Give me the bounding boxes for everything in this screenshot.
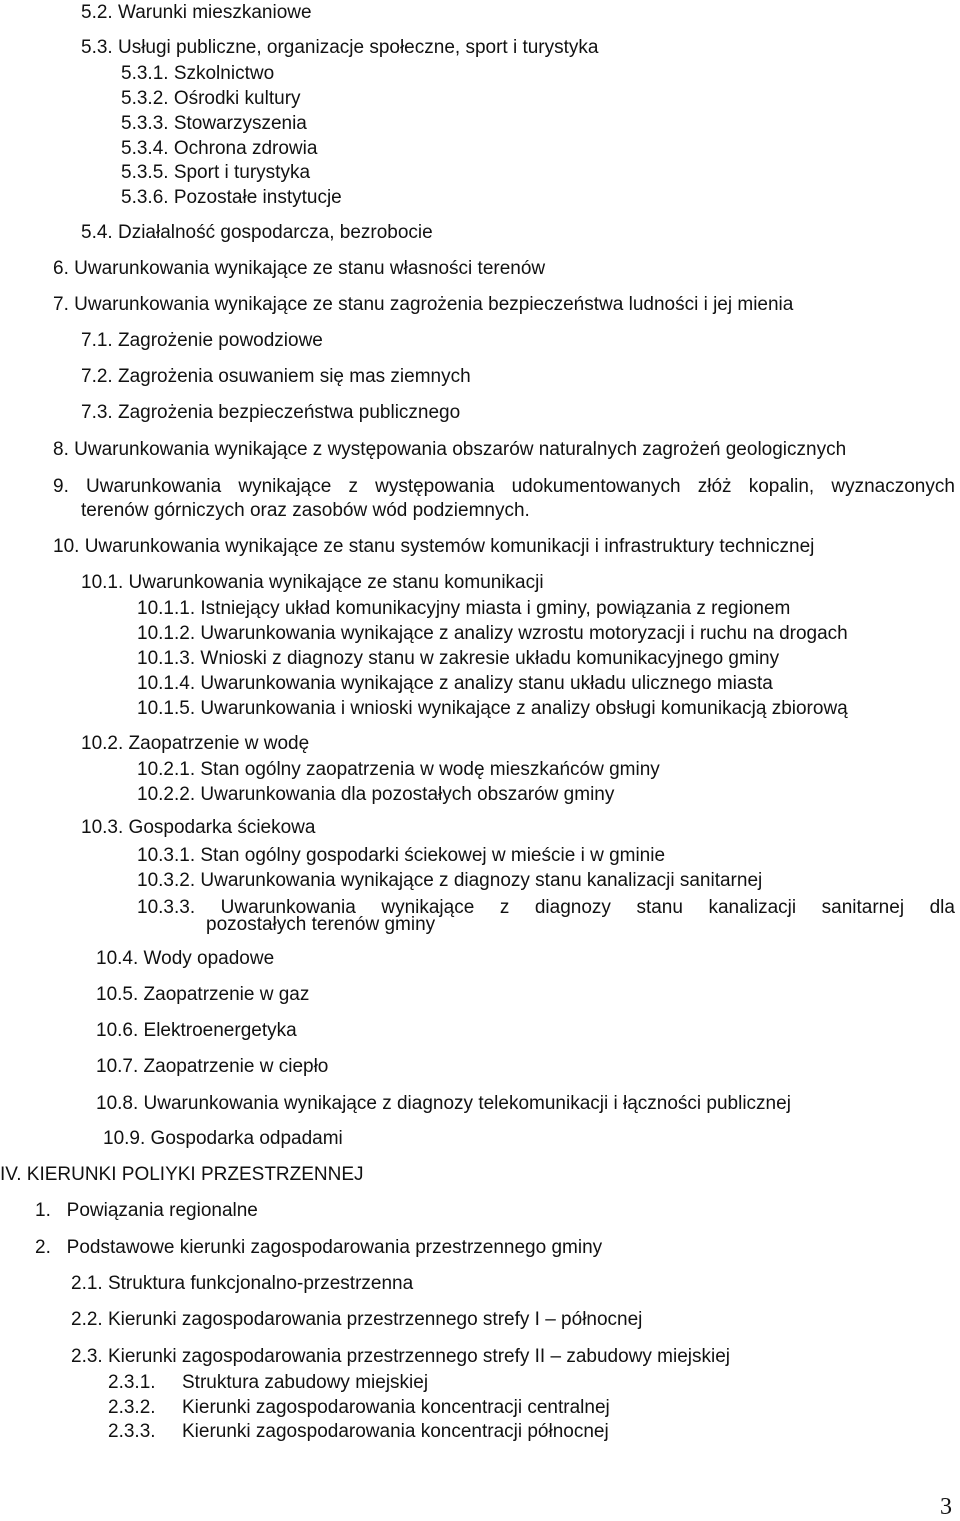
- toc-entry: 10.3.1. Stan ogólny gospodarki ściekowej w mieście i w gminie: [137, 845, 666, 866]
- toc-entry-title: Kierunki zagospodarowania koncentracji północnej: [182, 1421, 609, 1442]
- toc-entry: 10.1.3. Wnioski z diagnozy stanu w zakresie układu komunikacyjnego gminy: [137, 648, 780, 669]
- toc-entry: 5.3.5. Sport i turystyka: [121, 162, 311, 183]
- toc-entry: 7.2. Zagrożenia osuwaniem się mas ziemnych: [81, 366, 471, 387]
- toc-entry: 7.1. Zagrożenie powodziowe: [81, 330, 323, 351]
- toc-entry: 5.3.6. Pozostałe instytucje: [121, 187, 342, 208]
- toc-entry-title: Struktura zabudowy miejskiej: [182, 1372, 429, 1393]
- toc-entry: 10.1.2. Uwarunkowania wynikające z analizy wzrostu motoryzacji i ruchu na drogach: [137, 623, 848, 644]
- toc-entry-number: 2.3.1.: [108, 1372, 156, 1393]
- toc-entry: 5.3. Usługi publiczne, organizacje społeczne, sport i turystyka: [81, 37, 599, 58]
- toc-entry-continuation: pozostałych terenów gminy: [206, 914, 436, 935]
- toc-entry: 5.4. Działalność gospodarcza, bezrobocie: [81, 222, 433, 243]
- toc-entry: 5.3.1. Szkolnictwo: [121, 63, 275, 84]
- section-heading: IV. KIERUNKI POLIYKI PRZESTRZENNEJ: [0, 1164, 364, 1185]
- toc-entry-title: Kierunki zagospodarowania koncentracji centralnej: [182, 1397, 610, 1418]
- toc-entry: [108, 1397, 610, 1419]
- toc-entry: 10.1.5. Uwarunkowania i wnioski wynikające z analizy obsługi komunikacją zbiorową: [137, 698, 848, 719]
- toc-entry: 10.8. Uwarunkowania wynikające z diagnozy telekomunikacji i łączności publicznej: [96, 1093, 791, 1114]
- toc-entry: 10.6. Elektroenergetyka: [96, 1020, 297, 1041]
- toc-entry: 10.4. Wody opadowe: [96, 948, 275, 969]
- toc-entry: 10.5. Zaopatrzenie w gaz: [96, 984, 310, 1005]
- toc-entry: 10. Uwarunkowania wynikające ze stanu systemów komunikacji i infrastruktury technicznej: [53, 536, 815, 557]
- toc-entry: 5.3.2. Ośrodki kultury: [121, 88, 301, 109]
- toc-entry: 6. Uwarunkowania wynikające ze stanu własności terenów: [53, 258, 546, 279]
- toc-entry: 7.3. Zagrożenia bezpieczeństwa publicznego: [81, 402, 461, 423]
- toc-entry: 10.1. Uwarunkowania wynikające ze stanu komunikacji: [81, 572, 544, 593]
- toc-entry: 7. Uwarunkowania wynikające ze stanu zagrożenia bezpieczeństwa ludności i jej mienia: [53, 294, 794, 315]
- toc-entry-number: 2.3.2.: [108, 1397, 156, 1418]
- toc-entry: 1. Powiązania regionalne: [35, 1200, 258, 1221]
- toc-entry: 2.1. Struktura funkcjonalno-przestrzenna: [71, 1273, 414, 1294]
- toc-entry: 10.1.4. Uwarunkowania wynikające z analizy stanu układu ulicznego miasta: [137, 673, 773, 694]
- toc-entry: 8. Uwarunkowania wynikające z występowania obszarów naturalnych zagrożeń geologicznych: [53, 439, 847, 460]
- toc-entry: 10.2.1. Stan ogólny zaopatrzenia w wodę mieszkańców gminy: [137, 759, 660, 780]
- toc-entry: 2. Podstawowe kierunki zagospodarowania przestrzennego gminy: [35, 1237, 603, 1258]
- toc-entry: 10.9. Gospodarka odpadami: [103, 1128, 343, 1149]
- page-number: 3: [940, 1494, 952, 1520]
- toc-entry: 10.3.2. Uwarunkowania wynikające z diagnozy stanu kanalizacji sanitarnej: [137, 870, 763, 891]
- toc-entry: 2.3. Kierunki zagospodarowania przestrzennego strefy II – zabudowy miejskiej: [71, 1346, 731, 1367]
- toc-entry: 2.2. Kierunki zagospodarowania przestrzennego strefy I – północnej: [71, 1309, 643, 1330]
- toc-entry: 5.2. Warunki mieszkaniowe: [81, 2, 312, 23]
- toc-entry: [108, 1372, 428, 1394]
- toc-entry-number: 2.3.3.: [108, 1421, 156, 1442]
- toc-entry: [108, 1421, 609, 1443]
- toc-entry: 10.7. Zaopatrzenie w ciepło: [96, 1056, 329, 1077]
- toc-entry: 10.1.1. Istniejący układ komunikacyjny miasta i gminy, powiązania z regionem: [137, 598, 791, 619]
- toc-entry-justified: 9. Uwarunkowania wynikające z występowania udokumentowanych złóż kopalin, wyznaczonych: [53, 476, 955, 497]
- toc-entry: 10.2. Zaopatrzenie w wodę: [81, 733, 310, 754]
- toc-entry-continuation: terenów górniczych oraz zasobów wód podziemnych.: [81, 500, 530, 521]
- toc-entry: 10.2.2. Uwarunkowania dla pozostałych obszarów gminy: [137, 784, 615, 805]
- toc-entry: 10.3. Gospodarka ściekowa: [81, 817, 316, 838]
- toc-entry: 5.3.3. Stowarzyszenia: [121, 113, 307, 134]
- toc-entry-justified: 10.3.3. Uwarunkowania wynikające z diagnozy stanu kanalizacji sanitarnej dla: [137, 897, 955, 918]
- toc-entry: 5.3.4. Ochrona zdrowia: [121, 138, 318, 159]
